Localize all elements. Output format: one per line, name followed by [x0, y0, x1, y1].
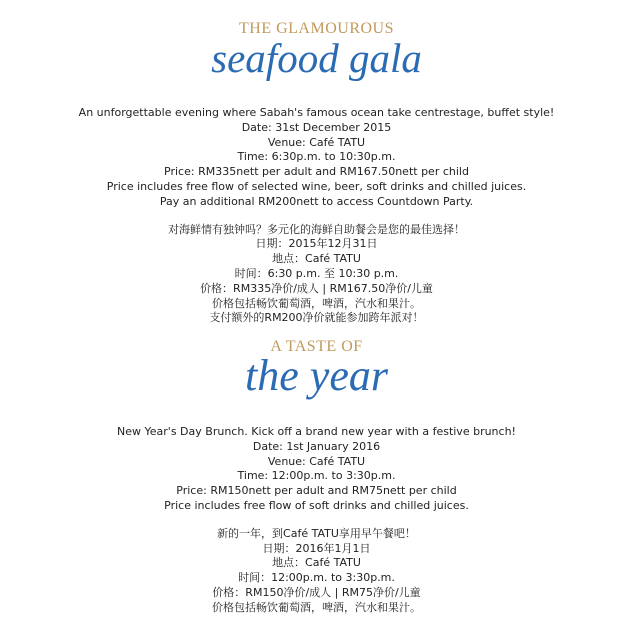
seafood-gala-kicker: THE GLAMOUROUS	[239, 20, 394, 37]
seafood-gala-time-zh: 时间：6:30 p.m. 至 10:30 p.m.	[234, 266, 399, 280]
brunch-venue: Venue: Café TATU	[267, 454, 366, 468]
seafood-gala-time: Time: 6:30p.m. to 10:30p.m.	[237, 150, 396, 164]
brunch-date: Date: 1st January 2016	[252, 439, 381, 453]
brunch-inclusions: Price includes free flow of soft drinks and chilled juices.	[164, 498, 469, 512]
seafood-gala-date-zh: 日期：2015年12月31日	[255, 237, 378, 251]
brunch-venue-zh: 地点：Café TATU	[272, 556, 361, 570]
seafood-gala-countdown: Pay an additional RM200nett to access Countdown Party.	[159, 194, 474, 208]
brunch-intro-zh: 新的一年，到Café TATU享用早午餐吧！	[217, 526, 416, 540]
brunch-date-zh: 日期：2016年1月1日	[262, 541, 371, 555]
brunch-price-zh: 价格：RM150净价/成人 | RM75净价/儿童	[212, 585, 421, 599]
brunch-price: Price: RM150nett per adult and RM75nett per child	[176, 484, 457, 498]
seafood-gala-intro: An unforgettable evening where Sabah's famous ocean take centrestage, buffet style!	[78, 106, 555, 119]
seafood-gala-countdown-zh: 支付额外的RM200净价就能参加跨年派对！	[209, 311, 424, 325]
seafood-gala-price: Price: RM335nett per adult and RM167.50nett per child	[164, 165, 469, 179]
seafood-gala-inclusions: Price includes free flow of selected wine, beer, soft drinks and chilled juices.	[106, 179, 527, 193]
taste-of-year-headline: the year	[245, 351, 388, 400]
brunch-inclusions-zh: 价格包括畅饮葡萄酒，啤酒，汽水和果汁。	[212, 600, 421, 614]
brunch-time-zh: 时间：12:00p.m. to 3:30p.m.	[238, 571, 395, 585]
brunch-time: Time: 12:00p.m. to 3:30p.m.	[237, 469, 396, 483]
brunch-intro: New Year's Day Brunch. Kick off a brand new year with a festive brunch!	[117, 425, 516, 438]
taste-of-year-kicker: A TASTE OF	[270, 338, 363, 355]
seafood-gala-venue: Venue: Café TATU	[267, 135, 366, 149]
seafood-gala-inclusions-zh: 价格包括畅饮葡萄酒，啤酒，汽水和果汁。	[212, 296, 421, 310]
seafood-gala-date: Date: 31st December 2015	[241, 120, 392, 134]
seafood-gala-intro-zh: 对海鲜情有独钟吗？多元化的海鲜自助餐会是您的最佳选择！	[168, 222, 465, 236]
seafood-gala-price-zh: 价格：RM335净价/成人 | RM167.50净价/儿童	[200, 281, 433, 295]
seafood-gala-headline: seafood gala	[211, 35, 422, 81]
seafood-gala-details	[0, 106, 633, 326]
new-year-brunch-details	[0, 425, 633, 616]
seafood-gala-venue-zh: 地点：Café TATU	[272, 252, 361, 266]
